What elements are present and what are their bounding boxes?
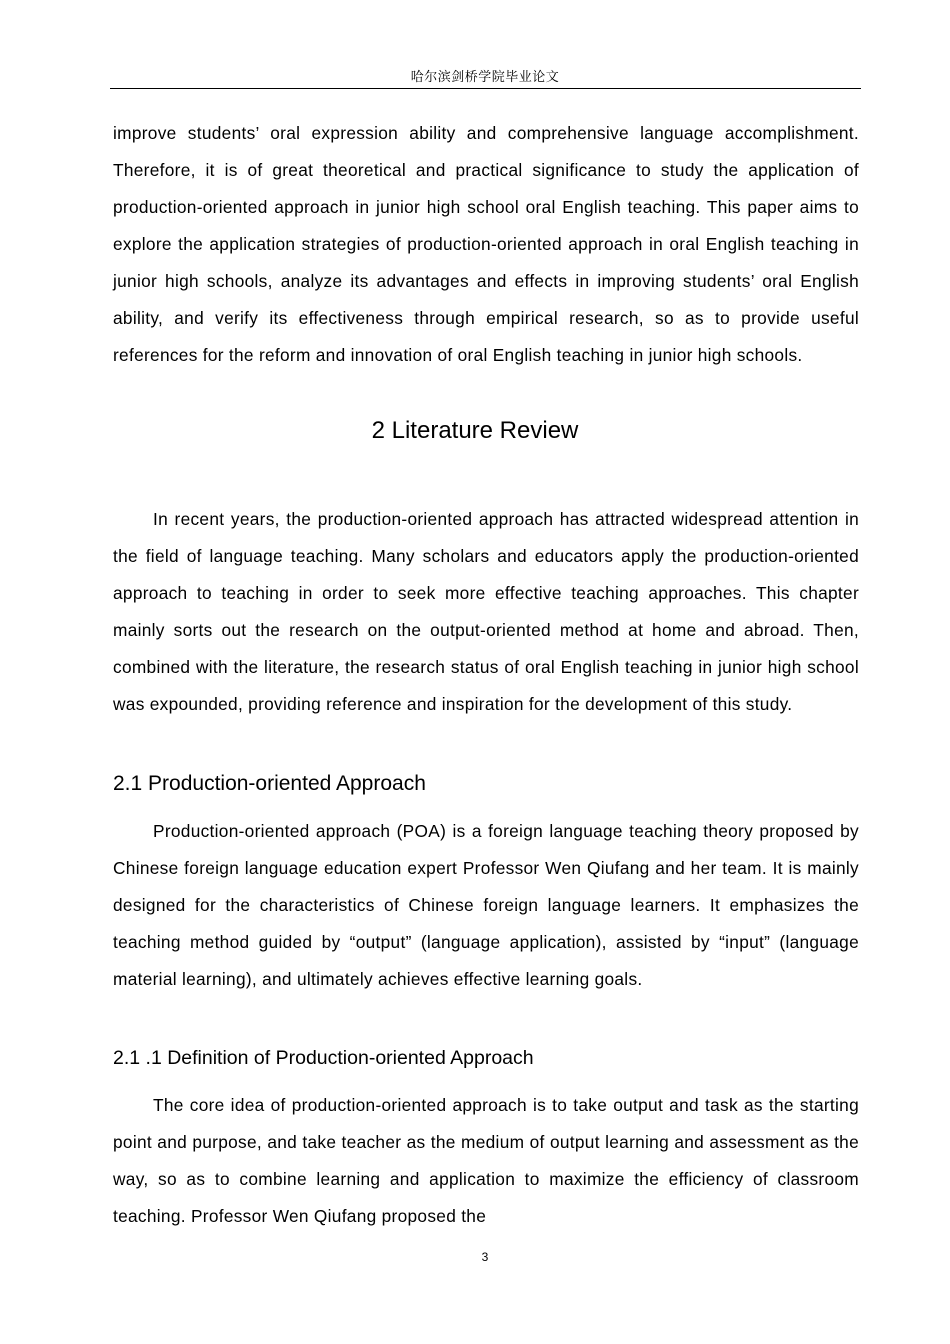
paragraph-poa-intro: Production-oriented approach (POA) is a foreign language teaching theory proposed by Chinese foreign language education expert Professor Wen Qiufang and her team. It is mainly designed for the characteristics of Chinese foreign language learners. It emphasizes the teaching method guided by “output” (language application), assisted by “input” (language material learning), and ultimately achieves effective learning goals.: [113, 821, 859, 989]
paragraph-literature-review-intro: In recent years, the production-oriented approach has attracted widespread attention in the field of language teaching. Many scholars and educators apply the production-oriented approach to teaching in order to seek more effective teaching approaches. This chapter mainly sorts out the research on the output-oriented method at home and abroad. Then, combined with the literature, the research status of oral English teaching in junior high school was expounded, providing reference and inspiration for the development of this study.: [113, 509, 859, 714]
paragraph-intro-continuation: improve students’ oral expression ability and comprehensive language accomplishment. Therefore, it is of great theoretical and practical significance to study the application of production-oriented approach in junior high school oral English teaching. This paper aims to explore the application strategies of production-oriented approach in oral English teaching in junior high schools, analyze its advantages and effects in improving students’ oral English ability, and verify its effectiveness through empirical research, so as to provide useful references for the reform and innovation of oral English teaching in junior high schools.: [113, 123, 859, 365]
page-header: 哈尔滨剑桥学院毕业论文: [410, 70, 560, 85]
paragraph-poa-definition: The core idea of production-oriented approach is to take output and task as the starting point and purpose, and take teacher as the medium of output learning and assessment as the way, so as to combine learning and application to maximize the efficiency of classroom teaching. Professor Wen Qiufang proposed the: [113, 1095, 859, 1226]
subsection-title: 2.1 .1 Definition of Production-oriented Approach: [113, 1047, 534, 1069]
chapter-title: 2 Literature Review: [371, 417, 579, 444]
section-title: 2.1 Production-oriented Approach: [113, 772, 426, 795]
page-number: 3: [481, 1250, 489, 1264]
header-divider: [110, 88, 861, 89]
